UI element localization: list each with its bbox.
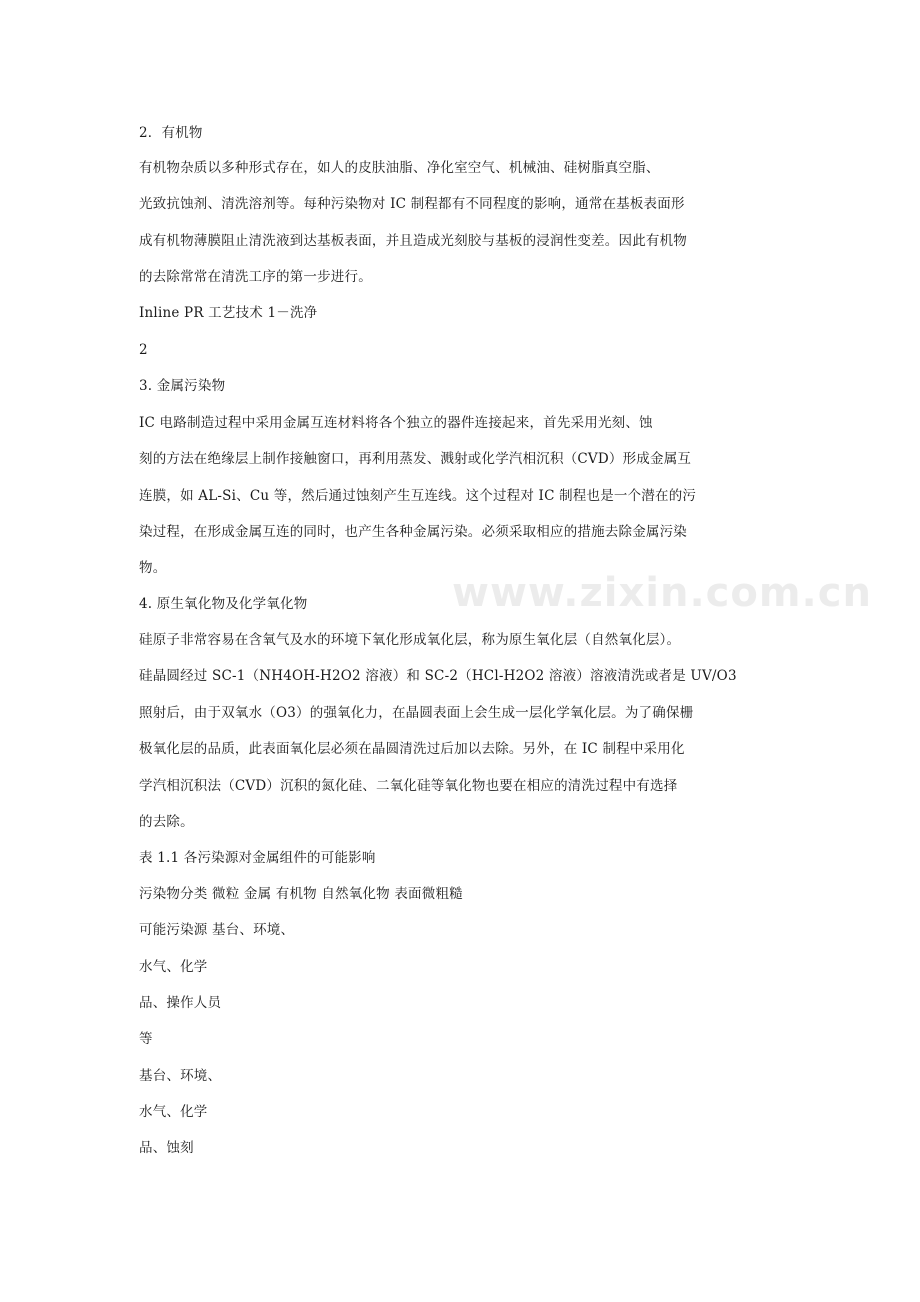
- paragraph-line: 极氧化层的品质，此表面氧化层必须在晶圆清洗过后加以去除。另外，在 IC 制程中采用化: [139, 741, 685, 757]
- paragraph-line: IC 电路制造过程中采用金属互连材料将各个独立的器件连接起来，首先采用光刻、蚀: [139, 415, 653, 431]
- table-cell-line: 品、操作人员: [139, 995, 222, 1011]
- paragraph-line: 照射后，由于双氧水（O3）的强氧化力，在晶圆表面上会生成一层化学氧化层。为了确保栅: [139, 705, 694, 721]
- paragraph-line: 硅原子非常容易在含氧气及水的环境下氧化形成氧化层，称为原生氧化层（自然氧化层）。: [139, 632, 681, 648]
- table-cell-line: 品、蚀刻: [139, 1140, 194, 1156]
- table-cell-line: 水气、化学: [139, 959, 208, 975]
- table-cell-line: 可能污染源 基台、环境、: [139, 922, 295, 938]
- paragraph-line: 刻的方法在绝缘层上制作接触窗口，再利用蒸发、溅射或化学汽相沉积（CVD）形成金属互: [139, 451, 692, 467]
- page-number: 2: [139, 342, 148, 358]
- section-heading-organic: 2．有机物: [139, 125, 203, 141]
- paragraph-line: 物。: [139, 560, 167, 576]
- table-cell-line: 基台、环境、: [139, 1068, 222, 1084]
- paragraph-line: 有机物杂质以多种形式存在，如人的皮肤油脂、净化室空气、机械油、硅树脂真空脂、: [139, 160, 660, 176]
- section-heading-metal: 3. 金属污染物: [139, 378, 226, 394]
- paragraph-line: 光致抗蚀剂、清洗溶剂等。每种污染物对 IC 制程都有不同程度的影响，通常在基板表面形: [139, 196, 685, 212]
- paragraph-line: 学汽相沉积法（CVD）沉积的氮化硅、二氧化硅等氧化物也要在相应的清洗过程中有选择: [139, 778, 678, 794]
- section-heading-oxide: 4. 原生氧化物及化学氧化物: [139, 596, 308, 612]
- paragraph-line: 成有机物薄膜阻止清洗液到达基板表面，并且造成光刻胶与基板的浸润性变差。因此有机物: [139, 233, 687, 249]
- paragraph-line: 连膜，如 AL-Si、Cu 等，然后通过蚀刻产生互连线。这个过程对 IC 制程也是一个潜在的污: [139, 488, 697, 504]
- page-header-text: Inline PR 工艺技术 1－洗净: [139, 305, 318, 321]
- watermark: www.zixin.com.cn: [452, 570, 872, 616]
- paragraph-line: 染过程，在形成金属互连的同时，也产生各种金属污染。必须采取相应的措施去除金属污染: [139, 524, 687, 540]
- paragraph-line: 的去除。: [139, 814, 194, 830]
- table-caption: 表 1.1 各污染源对金属组件的可能影响: [139, 850, 376, 866]
- table-header-row: 污染物分类 微粒 金属 有机物 自然氧化物 表面微粗糙: [139, 886, 463, 902]
- paragraph-line: 的去除常常在清洗工序的第一步进行。: [139, 269, 372, 285]
- paragraph-line: 硅晶圆经过 SC-1（NH4OH-H2O2 溶液）和 SC-2（HCl-H2O2 溶液）溶液清洗或者是 UV/O3: [139, 668, 737, 684]
- table-cell-line: 等: [139, 1031, 153, 1047]
- table-cell-line: 水气、化学: [139, 1104, 208, 1120]
